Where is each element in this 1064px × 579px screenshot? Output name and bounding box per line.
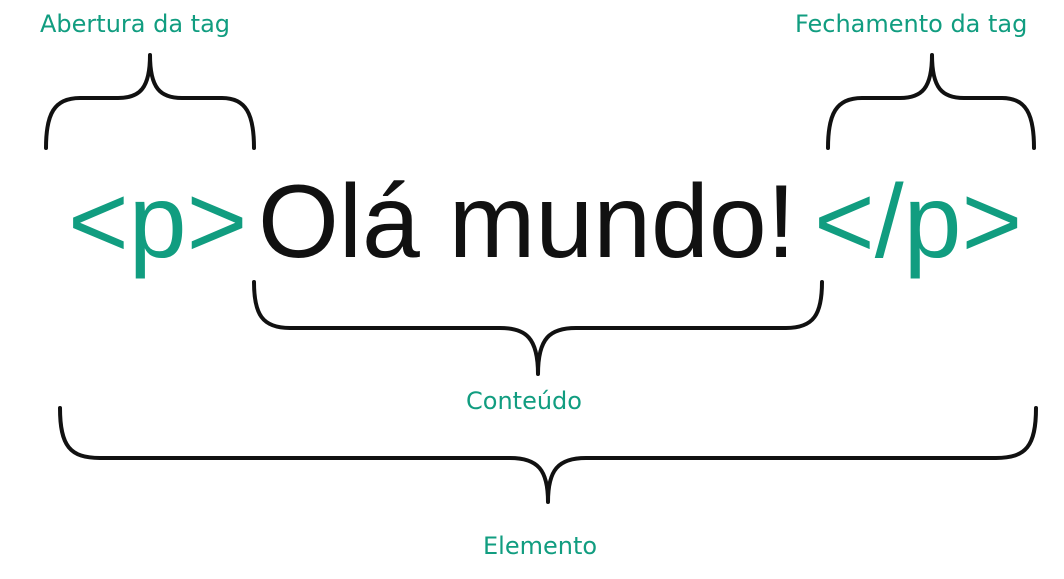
opening-tag-label: Abertura da tag <box>40 10 231 38</box>
content-brace <box>254 282 822 374</box>
closing-tag-label: Fechamento da tag <box>795 10 1028 38</box>
element-label: Elemento <box>483 532 598 560</box>
content-label: Conteúdo <box>466 387 582 415</box>
closing-tag-code: </p> <box>814 164 1023 280</box>
closing-tag-brace <box>828 55 1034 148</box>
opening-tag-code: <p> <box>68 164 248 280</box>
content-text: Olá mundo! <box>258 164 796 280</box>
opening-tag-brace <box>46 55 254 148</box>
element-brace <box>60 408 1036 502</box>
